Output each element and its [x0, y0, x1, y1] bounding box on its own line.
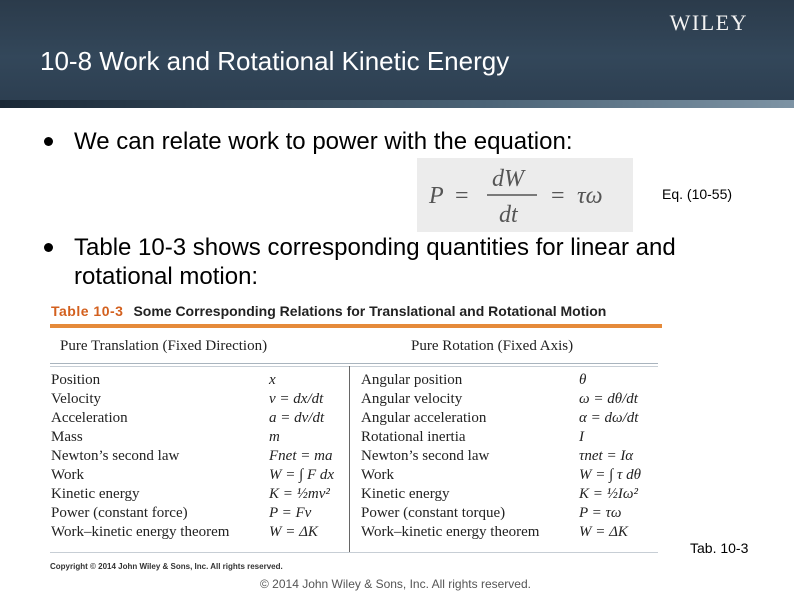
eq-denominator: dt	[499, 202, 518, 228]
table-label: Tab. 10-3	[690, 540, 749, 556]
table-row	[50, 486, 662, 505]
col-header-translation: Pure Translation (Fixed Direction)	[60, 338, 268, 354]
equation-label: Eq. (10-55)	[662, 186, 733, 202]
table-title-rule	[50, 324, 662, 328]
lin-name: Work	[51, 467, 84, 483]
lin-eq: v = dx/dt	[269, 391, 324, 407]
rot-name: Angular velocity	[361, 391, 463, 407]
table-title	[51, 303, 606, 319]
table-row	[50, 429, 662, 448]
table-row	[50, 467, 662, 486]
header-band	[0, 100, 794, 108]
lin-eq: Fnet = ma	[269, 448, 333, 464]
rot-name: Angular acceleration	[361, 410, 487, 426]
lin-name: Newton’s second law	[51, 448, 180, 464]
table-row	[50, 391, 662, 410]
rot-name: Work–kinetic energy theorem	[361, 524, 540, 540]
lin-name: Mass	[51, 429, 83, 445]
table-number: Table 10-3	[51, 303, 124, 319]
table-row	[50, 448, 662, 467]
rot-name: Work	[361, 467, 394, 483]
rot-eq: W = ΔK	[579, 524, 628, 540]
table-10-3	[50, 300, 662, 575]
rot-eq: P = τω	[579, 505, 622, 521]
rot-eq: K = ½Iω²	[579, 486, 638, 502]
lin-eq: K = ½mv²	[269, 486, 330, 502]
rot-eq: θ	[579, 372, 587, 388]
rot-name: Kinetic energy	[361, 486, 450, 502]
rot-eq: ω = dθ/dt	[579, 391, 638, 407]
lin-name: Work–kinetic energy theorem	[51, 524, 230, 540]
bullet-text: Table 10-3 shows corresponding quantities for linear and rotational motion:	[74, 234, 676, 290]
rot-name: Power (constant torque)	[361, 505, 506, 521]
bullet-text: We can relate work to power with the equation:	[74, 128, 573, 155]
lin-name: Acceleration	[51, 410, 128, 426]
rot-eq: α = dω/dt	[579, 410, 639, 426]
table-row	[50, 410, 662, 429]
rot-eq: I	[579, 429, 584, 445]
eq-equals-2: =	[551, 183, 565, 209]
table-row	[50, 524, 662, 543]
rot-name: Angular position	[361, 372, 463, 388]
eq-equals-1: =	[455, 183, 469, 209]
footer-copyright: © 2014 John Wiley & Sons, Inc. All rights reserved.	[260, 577, 531, 591]
lin-eq: m	[269, 429, 280, 445]
bullet-dot-icon	[44, 243, 53, 252]
slide-title: 10-8 Work and Rotational Kinetic Energy	[40, 46, 510, 76]
header-rule	[50, 366, 658, 367]
rot-name: Newton’s second law	[361, 448, 490, 464]
table-row	[50, 505, 662, 524]
lin-name: Velocity	[51, 391, 101, 407]
lin-name: Power (constant force)	[51, 505, 188, 521]
table-title-text: Some Corresponding Relations for Translational and Rotational Motion	[133, 303, 607, 319]
eq-rhs: τω	[577, 183, 603, 209]
lin-eq: x	[269, 372, 276, 388]
lin-eq: W = ∫ F dx	[269, 467, 335, 483]
table-row	[50, 372, 662, 391]
table-copyright: Copyright © 2014 John Wiley & Sons, Inc. All rights reserved.	[50, 562, 283, 571]
eq-lhs: P	[429, 183, 444, 209]
rot-name: Rotational inertia	[361, 429, 466, 445]
col-header-rotation: Pure Rotation (Fixed Axis)	[411, 338, 574, 354]
wiley-logo: WILEY	[669, 10, 748, 35]
bullet-dot-icon	[44, 137, 53, 146]
power-equation	[417, 158, 633, 232]
lin-name: Kinetic energy	[51, 486, 140, 502]
lin-name: Position	[51, 372, 101, 388]
eq-numerator: dW	[492, 166, 524, 192]
header-rule	[50, 363, 658, 364]
equation-image	[417, 158, 633, 232]
lin-eq: a = dv/dt	[269, 410, 325, 426]
lin-eq: P = Fv	[269, 505, 312, 521]
rot-eq: τnet = Iα	[579, 448, 634, 464]
table-bottom-rule	[50, 552, 658, 553]
lin-eq: W = ΔK	[269, 524, 318, 540]
rot-eq: W = ∫ τ dθ	[579, 467, 641, 483]
